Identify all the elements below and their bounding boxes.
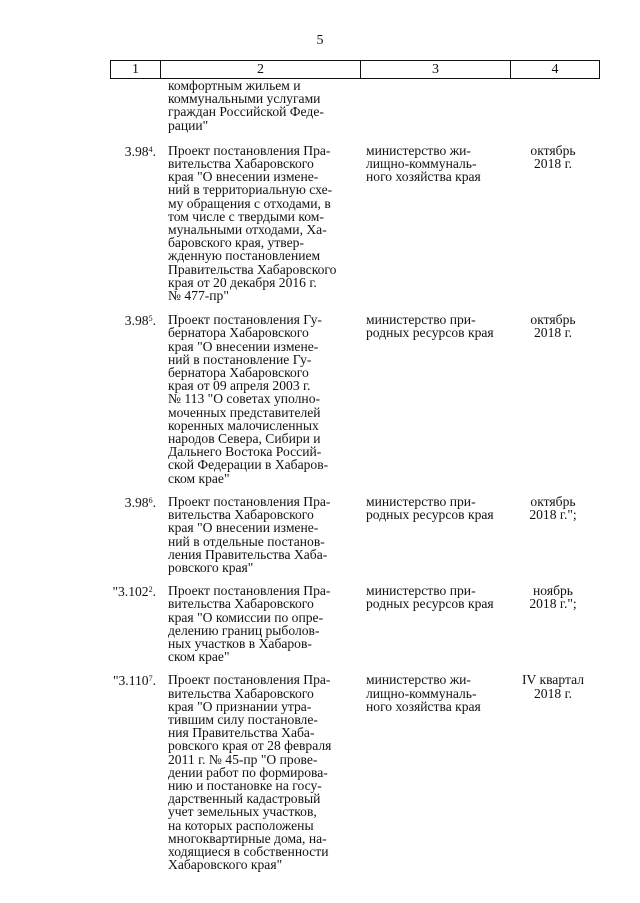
title-line: учет земельных участков,	[168, 804, 317, 820]
title-line: тившим силу постановле-	[168, 711, 318, 727]
document-title	[160, 673, 360, 871]
title-line: ходящиеся в собственности	[168, 843, 329, 859]
title-line: края от 20 декабря 2016 г.	[168, 274, 317, 290]
title-line: № 113 "О советах уполно-	[168, 391, 321, 407]
row-number	[110, 584, 160, 663]
deadline	[510, 144, 598, 302]
table-row	[110, 144, 600, 302]
page-number: 5	[316, 33, 324, 48]
deadline	[510, 313, 598, 485]
row-number-main: 3.98	[124, 494, 149, 510]
title-line: Проект постановления Гу-	[168, 312, 322, 328]
executor-line: министерство при-	[366, 493, 476, 509]
row-number	[110, 313, 160, 485]
row-number-suffix: .	[152, 584, 156, 600]
title-line: делению границ рыболов-	[168, 622, 320, 638]
table-header	[110, 60, 600, 79]
deadline-line: октябрь	[530, 312, 576, 328]
row-number	[110, 79, 160, 132]
deadline	[510, 673, 598, 871]
title-line: ний в постановление Гу-	[168, 351, 312, 367]
deadline-line: 2018 г.	[533, 325, 573, 341]
title-line: мунальными отходами, Ха-	[168, 222, 327, 238]
title-line: баровского края, утвер-	[168, 235, 304, 251]
table-row	[110, 673, 600, 871]
continuation-line: граждан Российской Феде-	[168, 104, 324, 120]
row-number-superscript: 6	[148, 495, 153, 505]
title-line: ления Правительства Хаба-	[168, 546, 328, 562]
title-line: ний в территориальную схе-	[168, 182, 333, 198]
row-number-main: "3.102	[112, 584, 149, 600]
executor-line: министерство при-	[366, 583, 476, 599]
executor	[360, 584, 510, 663]
title-line: ных участков в Хабаров-	[168, 635, 312, 651]
deadline-line: 2018 г.	[533, 685, 573, 701]
title-line: коренных малочисленных	[168, 417, 319, 433]
title-line: вительства Хабаровского	[168, 507, 314, 523]
title-line: на которых расположены	[168, 817, 314, 833]
title-line: вительства Хабаровского	[168, 685, 314, 701]
title-line: моченных представителей	[168, 404, 321, 420]
row-number-suffix: .	[152, 143, 156, 159]
title-line: том числе с твердыми ком-	[168, 208, 324, 224]
executor	[360, 144, 510, 302]
deadline-line: ноябрь	[533, 583, 573, 599]
title-line: 2011 г. № 45-пр "О прове-	[168, 751, 318, 767]
executor	[360, 313, 510, 485]
title-line: Правительства Хабаровского	[168, 261, 337, 277]
table-row	[110, 313, 600, 485]
table-body	[110, 79, 600, 871]
title-line: Проект постановления Пра-	[168, 672, 331, 688]
title-line: края "О внесении измене-	[168, 338, 319, 354]
executor-line: министерство жи-	[366, 672, 471, 688]
header-col-4: 4	[551, 62, 559, 77]
row-number-main: 3.98	[124, 313, 149, 329]
title-line: многоквартирные дома, на-	[168, 830, 327, 846]
row-number-superscript: 4	[148, 144, 153, 154]
title-line: ской Федерации в Хабаров-	[168, 457, 329, 473]
row-number-suffix: .	[152, 313, 156, 329]
deadline	[510, 495, 598, 574]
deadline-line: 2018 г.";	[529, 596, 577, 612]
executor-line: родных ресурсов края	[366, 325, 494, 341]
executor-line: родных ресурсов края	[366, 596, 494, 612]
title-line: вительства Хабаровского	[168, 156, 314, 172]
row-number-suffix: .	[152, 673, 156, 689]
executor	[360, 495, 510, 574]
title-line: вительства Хабаровского	[168, 596, 314, 612]
continuation-text	[160, 79, 360, 132]
title-line: жденную постановлением	[168, 248, 321, 264]
continuation-line: коммунальными услугами	[168, 91, 321, 107]
row-number	[110, 495, 160, 574]
deadline-line: октябрь	[530, 493, 576, 509]
table-row	[110, 584, 600, 663]
executor-line: родных ресурсов края	[366, 507, 494, 523]
title-line: края "О внесении измене-	[168, 169, 319, 185]
deadline-line: IV квартал	[521, 672, 585, 688]
row-number-superscript: 7	[148, 674, 153, 684]
title-line: ровского края"	[168, 559, 254, 575]
header-col-1: 1	[111, 61, 161, 78]
title-line: Проект постановления Пра-	[168, 583, 331, 599]
title-line: му обращения с отходами, в	[168, 195, 331, 211]
title-line: бернатора Хабаровского	[168, 365, 309, 381]
title-line: дении работ по формирова-	[168, 764, 328, 780]
deadline	[510, 584, 598, 663]
executor-line: министерство жи-	[366, 142, 471, 158]
document-title	[160, 144, 360, 302]
title-line: края "О комиссии по опре-	[168, 609, 324, 625]
title-line: Проект постановления Пра-	[168, 493, 331, 509]
title-line: бернатора Хабаровского	[168, 325, 309, 341]
table-row	[110, 495, 600, 574]
executor-line: министерство при-	[366, 312, 476, 328]
executor-line: ного хозяйства края	[366, 169, 481, 185]
title-line: края от 09 апреля 2003 г.	[168, 378, 311, 394]
row-number	[110, 144, 160, 302]
document-title	[160, 495, 360, 574]
title-line: ния Правительства Хаба-	[168, 725, 315, 741]
title-line: дарственный кадастровый	[168, 791, 321, 807]
deadline-line: октябрь	[530, 142, 576, 158]
title-line: народов Севера, Сибири и	[168, 431, 321, 447]
continuation-row	[110, 79, 600, 132]
executor-line: лищно-коммуналь-	[366, 685, 477, 701]
title-line: ском крае"	[168, 470, 230, 486]
continuation-line: рации"	[168, 117, 209, 133]
document-title	[160, 584, 360, 663]
title-line: края "О признании утра-	[168, 698, 312, 714]
row-number-superscript: 2	[148, 585, 153, 595]
title-line: нию и постановке на госу-	[168, 777, 322, 793]
header-col-3: 3	[361, 61, 511, 78]
row-number-superscript: 5	[148, 314, 153, 324]
row-number-suffix: .	[152, 494, 156, 510]
executor-line: лищно-коммуналь-	[366, 156, 477, 172]
executor-line: ного хозяйства края	[366, 698, 481, 714]
deadline-line: 2018 г.	[533, 156, 573, 172]
title-line: Дальнего Востока Россий-	[168, 444, 322, 460]
row-number	[110, 673, 160, 871]
title-line: Проект постановления Пра-	[168, 142, 331, 158]
deadline-line: 2018 г.";	[529, 507, 577, 523]
title-line: ровского края от 28 февраля	[168, 738, 332, 754]
title-line: края "О внесении измене-	[168, 520, 319, 536]
document-title	[160, 313, 360, 485]
row-number-main: 3.98	[124, 143, 149, 159]
title-line: ний в отдельные постанов-	[168, 533, 325, 549]
executor	[360, 673, 510, 871]
title-line: № 477-пр"	[168, 288, 229, 304]
title-line: ском крае"	[168, 649, 230, 665]
header-col-2: 2	[161, 61, 361, 78]
title-line: Хабаровского края"	[168, 857, 283, 873]
row-number-main: "3.110	[112, 673, 149, 689]
continuation-line: комфортным жильем и	[168, 78, 301, 93]
